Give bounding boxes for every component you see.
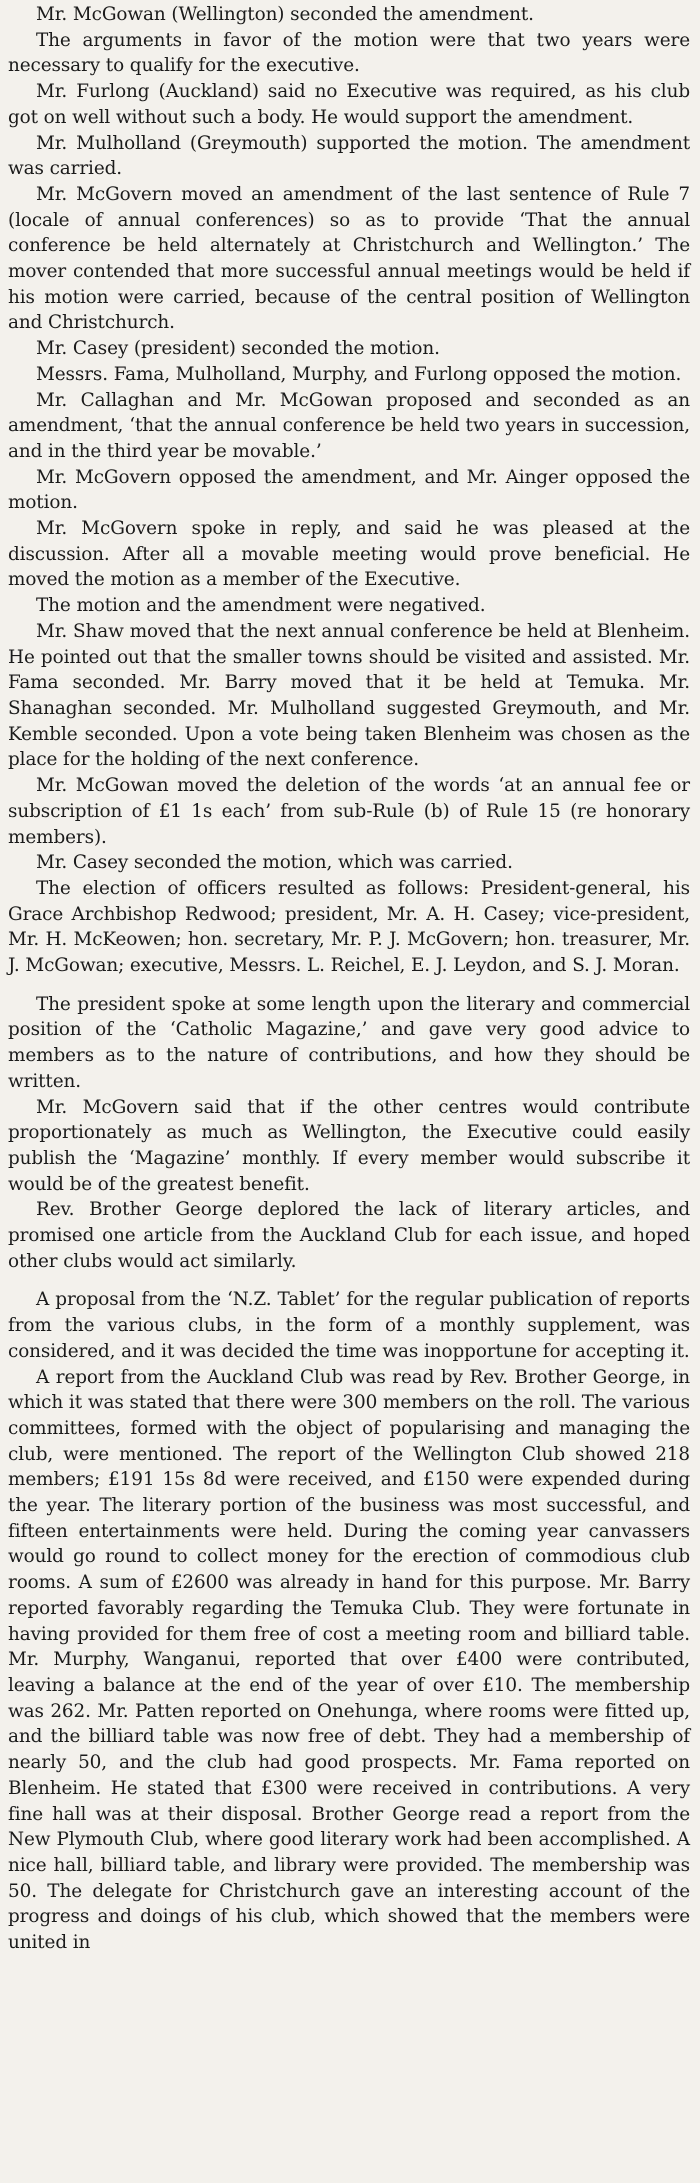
paragraph-magazine-monthly: Mr. McGovern said that if the other centres would contribute proportionately as much as Wellington, the Executive could easily publish the ‘Magazine’ monthly. If every member would subscribe it would be of the greatest benefit.: [8, 1096, 690, 1195]
paragraph-rule-7-amendment: Mr. McGovern moved an amendment of the last sentence of Rule 7 (locale of annual conferences) so as to provide ‘That the annual conference be held alternately at Christchurch and Wellington.’ The mover contended that more successful annual meetings would be held if his motion were carried, because of the central position of Wellington and Christchurch.: [8, 183, 690, 334]
paragraph-callaghan-amendment: Mr. Callaghan and Mr. McGowan proposed and seconded as an amendment, ‘that the annual conference be held two years in succession, and in the third year be movable.’: [8, 389, 690, 462]
paragraph-brother-george-articles: Rev. Brother George deplored the lack of literary articles, and promised one article from the Auckland Club for each issue, and hoped other clubs would act similarly.: [8, 1199, 690, 1272]
paragraph-furlong-auckland: Mr. Furlong (Auckland) said no Executive was required, as his club got on well without such a body. He would support the amendment.: [8, 81, 690, 128]
paragraph-seconded-amendment: Mr. McGowan (Wellington) seconded the amendment.: [36, 4, 534, 25]
paragraph-catholic-magazine: The president spoke at some length upon the literary and commercial position of the ‘Catholic Magazine,’ and gave very good advice to members as to the nature of contributions, and how they should be written.: [8, 993, 690, 1092]
paragraph-election-of-officers: The election of officers resulted as follows: President-general, his Grace Archbishop Redwood; president, Mr. A. H. Casey; vice-president, Mr. H. McKeowen; hon. secretary, Mr. P. J. McGovern; hon. treasurer, Mr. J. McGowan; executive, Messrs. L. Reichel, E. J. Leydon, and S. J. Moran.: [8, 877, 690, 977]
paragraph-nz-tablet-proposal: A proposal from the ‘N.Z. Tablet’ for the regular publication of reports from the various clubs, in the form of a monthly supplement, was considered, and it was decided the time was inopportune for accepting it.: [8, 1289, 690, 1362]
paragraph-mcgovern-reply: Mr. McGovern spoke in reply, and said he was pleased at the discussion. After all a movable meeting would prove beneficial. He moved the motion as a member of the Executive.: [8, 518, 690, 591]
paragraph-mcgovern-opposed: Mr. McGovern opposed the amendment, and Mr. Ainger opposed the motion.: [8, 466, 690, 514]
paragraph-arguments-in-favor: The arguments in favor of the motion were that two years were necessary to qualify for the executive.: [8, 29, 690, 77]
paragraph-casey-seconded: Mr. Casey (president) seconded the motion.: [36, 338, 440, 360]
paragraph-negatived: The motion and the amendment were negatived.: [36, 595, 486, 617]
paragraph-messrs-opposed: Messrs. Fama, Mulholland, Murphy, and Furlong opposed the motion.: [36, 363, 682, 385]
paragraph-rule-15-deletion: Mr. McGowan moved the deletion of the words ‘at an annual fee or subscription of £1 1s each’ from sub-Rule (b) of Rule 15 (re honorary members).: [8, 775, 690, 848]
paragraph-motion-carried: Mr. Casey seconded the motion, which was carried.: [36, 852, 513, 874]
paragraph-next-conference: Mr. Shaw moved that the next annual conference be held at Blenheim. He pointed out that the smaller towns should be visited and assisted. Mr. Fama seconded. Mr. Barry moved that it be held at Temuka. Mr. Shanaghan seconded. Mr. Mulholland suggested Greymouth, and Mr. Kemble seconded. Upon a vote being taken Blenheim was chosen as the place for the holding of the next conference.: [8, 620, 690, 771]
paragraph-mulholland-greymouth: Mr. Mulholland (Greymouth) supported the motion. The amendment was carried.: [8, 132, 690, 180]
paragraph-club-reports: A report from the Auckland Club was read by Rev. Brother George, in which it was stated that there were 300 members on the roll. The various committees, formed with the object of popularising and managing the club, were mentioned. The report of the Wellington Club showed 218 members; £191 15s 8d were received, and £150 were expended during the year. The literary portion of the business was most successful, and fifteen entertainments were held. During the coming year canvassers would go round to collect money for the erection of commodious club rooms. A sum of £2600 was already in hand for this purpose. Mr. Barry reported favorably regarding the Temuka Club. They were fortunate in having provided for them free of cost a meeting room and billiard table. Mr. Murphy, Wanganui, reported that over £400 were contributed, leaving a balance at the end of the year of over £10. The membership was 262. Mr. Patten reported on Onehunga, where rooms were fitted up, and the billiard table was now free of debt. They had a membership of nearly 50, and the club had good prospects. Mr. Fama reported on Blenheim. He stated that £300 were received in contributions. A very fine hall was at their disposal. Brother George read a report from the New Plymouth Club, where good literary work had been accomplished. A nice hall, billiard table, and library were provided. The membership was 50. The delegate for Christchurch gave an interesting account of the progress and doings of his club, which showed that the members were united in: [8, 1366, 690, 1954]
